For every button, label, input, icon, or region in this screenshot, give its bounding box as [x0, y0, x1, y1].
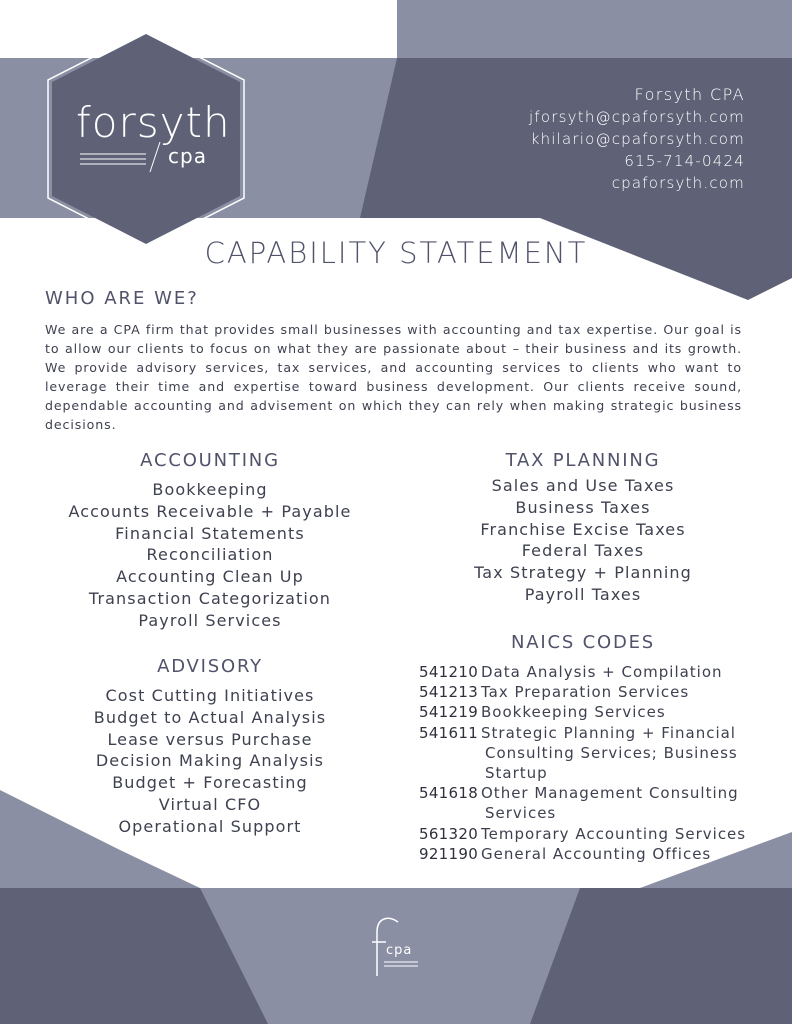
naics-code: 541219	[419, 703, 479, 722]
naics-description-line: Strategic Planning + Financial	[481, 723, 736, 742]
naics-description	[481, 723, 759, 784]
naics-description-line: Temporary Accounting Services	[481, 824, 747, 843]
list-item: Budget + Forecasting	[112, 773, 308, 793]
naics-description-line: Consulting Services; Business	[485, 743, 738, 762]
who-are-we-text: We are a CPA firm that provides small businesses with accounting and tax expertise. Our goal is to allow our clients to focus on what they are passionate about – their business and its growth. We provide advisory services, tax services, and accounting services to clients who want to leverage their time and expertise toward business development. Our clients receive sound, dependable accounting and advisement on which they can rely when making strategic business decisions.	[45, 322, 742, 432]
accounting-section	[60, 450, 360, 632]
naics-description-line: Other Management Consulting	[481, 784, 739, 803]
list-item: Payroll Services	[138, 610, 282, 630]
tax-planning-section	[433, 450, 733, 606]
advisory-section	[60, 656, 360, 838]
list-item: Financial Statements	[115, 523, 305, 543]
list-item: Decision Making Analysis	[95, 751, 325, 771]
logo-forsyth-text: forsyth	[76, 98, 231, 147]
naics-description-line: Startup	[485, 764, 548, 783]
naics-description-line: General Accounting Offices	[481, 844, 712, 863]
list-item: Operational Support	[118, 816, 302, 836]
naics-code: 541210	[419, 663, 479, 681]
naics-description	[481, 783, 759, 823]
naics-row	[419, 662, 759, 682]
naics-row	[419, 723, 759, 784]
naics-code: 921190	[419, 844, 479, 863]
list-item: Federal Taxes	[521, 541, 645, 561]
list-item: Lease versus Purchase	[107, 729, 313, 749]
list-item: Business Taxes	[515, 497, 651, 517]
tax-planning-list	[433, 475, 733, 606]
naics-description	[481, 662, 759, 682]
email-jforsyth[interactable]: jforsyth@cpaforsyth.com	[529, 108, 745, 126]
list-item: Virtual CFO	[158, 794, 262, 814]
naics-description-line: Tax Preparation Services	[481, 683, 690, 702]
advisory-list	[60, 685, 360, 838]
list-item: Cost Cutting Initiatives	[105, 686, 315, 705]
list-item: Accounting Clean Up	[116, 567, 304, 587]
naics-code: 561320	[419, 824, 479, 843]
list-item: Reconciliation	[146, 545, 274, 565]
page-title: CAPABILITY STATEMENT	[204, 236, 588, 270]
website-link[interactable]: cpaforsyth.com	[611, 174, 745, 192]
naics-row	[419, 702, 759, 722]
naics-description	[481, 844, 759, 864]
contact-block	[529, 84, 745, 194]
naics-description	[481, 824, 759, 844]
naics-code: 541618	[419, 784, 479, 803]
footer-logo	[370, 915, 430, 981]
naics-description	[481, 682, 759, 702]
naics-row	[419, 783, 759, 823]
email-khilario[interactable]: khilario@cpaforsyth.com	[530, 130, 745, 148]
naics-description-line: Data Analysis + Compilation	[481, 663, 723, 681]
list-item: Sales and Use Taxes	[491, 476, 675, 495]
list-item: Franchise Excise Taxes	[480, 519, 686, 539]
naics-row	[419, 824, 759, 844]
list-item: Tax Strategy + Planning	[474, 563, 692, 583]
list-item: Budget to Actual Analysis	[93, 707, 327, 727]
naics-description-line: Services	[485, 804, 557, 823]
accounting-list	[60, 479, 360, 632]
company-name: Forsyth CPA	[634, 85, 745, 104]
top-right-block	[397, 0, 792, 58]
accounting-heading: ACCOUNTING	[140, 450, 280, 471]
logo-cpa-text: cpa	[168, 144, 207, 168]
list-item: Transaction Categorization	[88, 588, 332, 608]
footer-logo-cpa-text: cpa	[386, 943, 413, 958]
advisory-heading: ADVISORY	[157, 656, 263, 677]
tax-planning-heading: TAX PLANNING	[505, 450, 661, 471]
naics-row	[419, 844, 759, 864]
list-item: Accounts Receivable + Payable	[68, 501, 352, 521]
naics-row	[419, 682, 759, 702]
naics-description	[481, 702, 759, 722]
naics-code: 541213	[419, 683, 479, 702]
list-item: Bookkeeping	[152, 480, 268, 499]
who-are-we-heading: WHO ARE WE?	[45, 288, 199, 309]
naics-code: 541611	[419, 723, 479, 742]
phone-number[interactable]: 615-714-0424	[624, 152, 745, 170]
naics-codes-list	[419, 662, 759, 864]
naics-description-line: Bookkeeping Services	[481, 703, 666, 722]
naics-codes-heading: NAICS CODES	[511, 632, 655, 653]
list-item: Payroll Taxes	[524, 584, 642, 604]
